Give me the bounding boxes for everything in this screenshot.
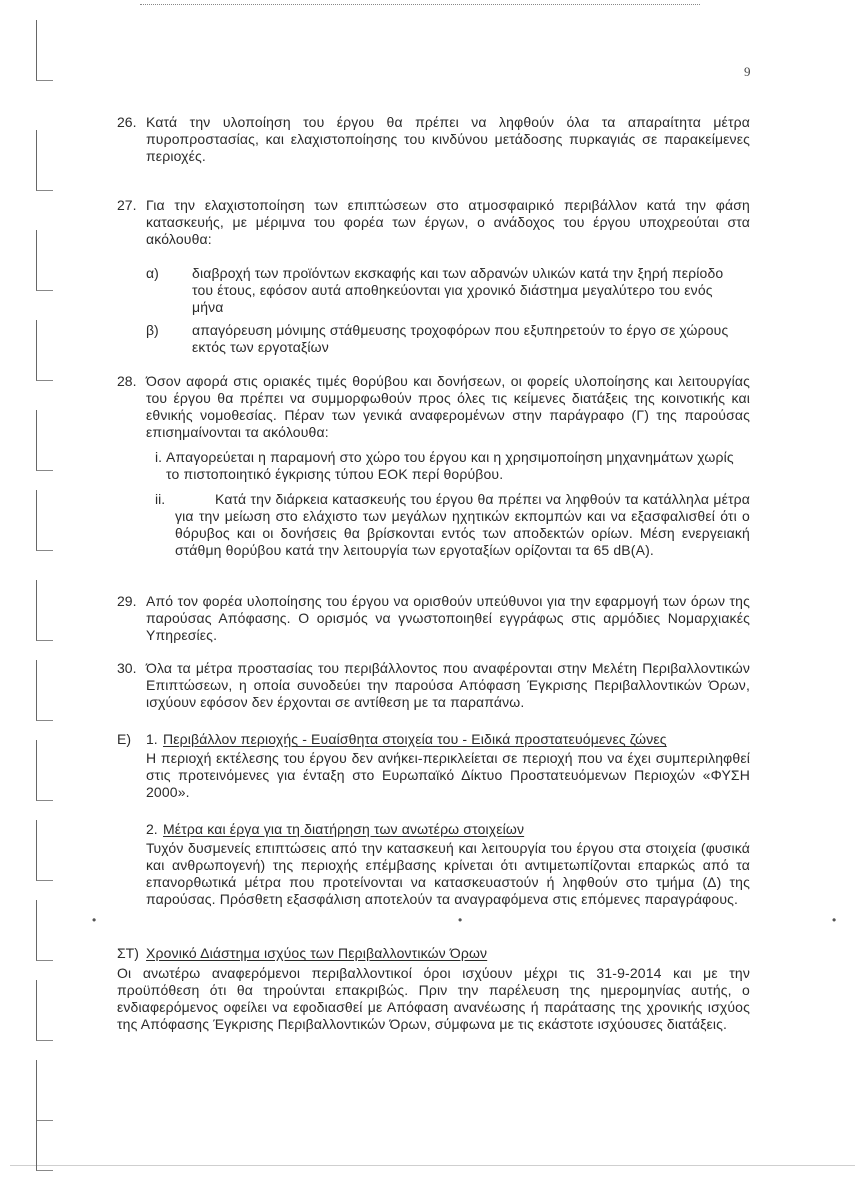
scan-mark: •: [92, 913, 97, 927]
scan-artifact-bottom: [10, 1165, 855, 1166]
item-26-text: Κατά την υλοποίηση του έργου θα πρέπει να ληφθούν όλα τα απαραίτητα μέτρα πυροπροστασίας, και ελαχιστοποίησης του κινδύνου μετάδοσης πυρκαγιάς σε παρακείμενες περιοχές.: [146, 114, 750, 164]
item-27-b-text: απαγόρευση μόνιμης στάθμευσης τροχοφόρων που εξυπηρετούν το έργο σε χώρους εκτός των εργοταξίων: [192, 322, 729, 355]
section-e-label: Ε): [117, 731, 131, 747]
item-27-number: 27.: [117, 197, 137, 213]
item-29-number: 29.: [117, 593, 137, 609]
scan-mark: •: [832, 913, 837, 927]
scan-mark: •: [458, 913, 463, 927]
section-e-sub1-number: 1.: [146, 731, 158, 747]
section-e-sub2-text: Τυχόν δυσμενείς επιπτώσεις από την κατασκευή και λειτουργία του έργου στα στοιχεία (φυσικά και ανθρωπογενή) της περιοχής επέμβασης κρίνεται ότι αντιμετωπίζονται επαρκώς από τα επανορθωτικά μέτρα που προτείνονται να κατασκευαστούν ή ληφθούν στο τμήμα (Δ) της παρούσας. Πρόσθετη εξασφάλιση αποτελούν τα αναγραφόμενα στις επόμενες παραγράφους.: [146, 840, 750, 907]
binder-edge: [28, 20, 58, 1160]
section-e-sub2-heading: Μέτρα και έργα για τη διατήρηση των ανωτέρω στοιχείων: [163, 821, 525, 837]
section-st-heading: Χρονικό Διάστημα ισχύος των Περιβαλλοντικών Όρων: [146, 945, 488, 961]
scan-artifact-top: [140, 4, 700, 5]
item-29-text: Από τον φορέα υλοποίησης του έργου να ορισθούν υπεύθυνοι για την εφαρμογή των όρων της παρούσας Απόφασης. Ο ορισμός να γνωστοποιηθεί εγγράφως στις αρμόδιες Νομαρχιακές Υπηρεσίες.: [146, 593, 750, 643]
section-e-sub1-text: Η περιοχή εκτέλεσης του έργου δεν ανήκει-περικλείεται σε περιοχή που να έχει συμπεριληφθεί στις προτεινόμενες για ένταξη στο Ευρωπαϊκό Δίκτυο Προστατευόμενων Περιοχών «ΦΥΣΗ 2000».: [146, 750, 750, 800]
section-e-sub1-heading: Περιβάλλον περιοχής - Ευαίσθητα στοιχεία του - Ειδικά προστατευόμενες ζώνες: [163, 731, 667, 747]
item-27-text: Για την ελαχιστοποίηση των επιπτώσεων στο ατμοσφαιρικό περιβάλλον κατά την φάση κατασκευής, με μέριμνα του φορέα των έργων, ο ανάδοχος του έργου υποχρεούται στα ακόλουθα:: [146, 197, 750, 247]
item-30-number: 30.: [117, 660, 137, 676]
item-27-a-text: διαβροχή των προϊόντων εκσκαφής και των αδρανών υλικών κατά την ξηρή περίοδο του έτους, εφόσον αυτά αποθηκεύονται για χρονικό διάστημα μεγαλύτερο του ενός μήνα: [192, 265, 724, 315]
item-28-i-text: Απαγορεύεται η παραμονή στο χώρο του έργου και η χρησιμοποίηση μηχανημάτων χωρίς το πιστοποιητικό έγκρισης τύπου ΕΟΚ περί θορύβου.: [166, 449, 734, 482]
item-28-i-label: i.: [155, 449, 162, 465]
item-28-number: 28.: [117, 373, 137, 389]
item-28-ii-label: ii.: [155, 491, 166, 507]
page-number: 9: [744, 64, 751, 79]
item-27-a-label: α): [146, 265, 159, 281]
item-27-b-label: β): [146, 322, 159, 338]
section-e-sub2-number: 2.: [146, 821, 158, 837]
section-st-text: Οι ανωτέρω αναφερόμενοι περιβαλλοντικοί όροι ισχύουν μέχρι τις 31-9-2014 και με την προϋπόθεση ότι θα τηρούνται επακριβώς. Πριν την παρέλευση της ημερομηνίας αυτής, ο ενδιαφερόμενος οφείλει να εφοδιασθεί με Απόφαση ανανέωσης ή παράτασης της χρονικής ισχύος της Απόφασης Έγκρισης Περιβαλλοντικών Όρων, σύμφωνα με τις εκάστοτε ισχύουσες διατάξεις.: [117, 965, 750, 1032]
item-28-ii-text: Κατά την διάρκεια κατασκευής του έργου θα πρέπει να ληφθούν τα κατάλληλα μέτρα για την μείωση στο ελάχιστο των μεγάλων ηχητικών εκπομπών και να εξασφαλισθεί ότι ο θόρυβος και οι δονήσεις θα βρίσκονται εντός των αποδεκτών ορίων. Μέση ενεργειακή στάθμη θορύβου κατά την λειτουργία των εργοταξίων ορίζονται τα 65 dB(A).: [175, 491, 750, 558]
item-30-text: Όλα τα μέτρα προστασίας του περιβάλλοντος που αναφέρονται στην Μελέτη Περιβαλλοντικών Επιπτώσεων, η οποία συνοδεύει την παρούσα Απόφαση Έγκρισης Περιβαλλοντικών Όρων, ισχύουν εφόσον δεν έρχονται σε αντίθεση με τα παραπάνω.: [146, 660, 750, 710]
item-28-text: Όσον αφορά στις οριακές τιμές θορύβου και δονήσεων, οι φορείς υλοποίησης και λειτουργίας του έργου θα πρέπει να συμμορφωθούν προς όλες τις κείμενες διατάξεις της κοινοτικής και εθνικής νομοθεσίας. Πέραν των γενικά αναφερομένων στην παράγραφο (Γ) της παρούσας επισημαίνονται τα ακόλουθα:: [146, 373, 750, 440]
section-st-label: ΣΤ): [117, 945, 139, 961]
item-26-number: 26.: [117, 114, 137, 130]
